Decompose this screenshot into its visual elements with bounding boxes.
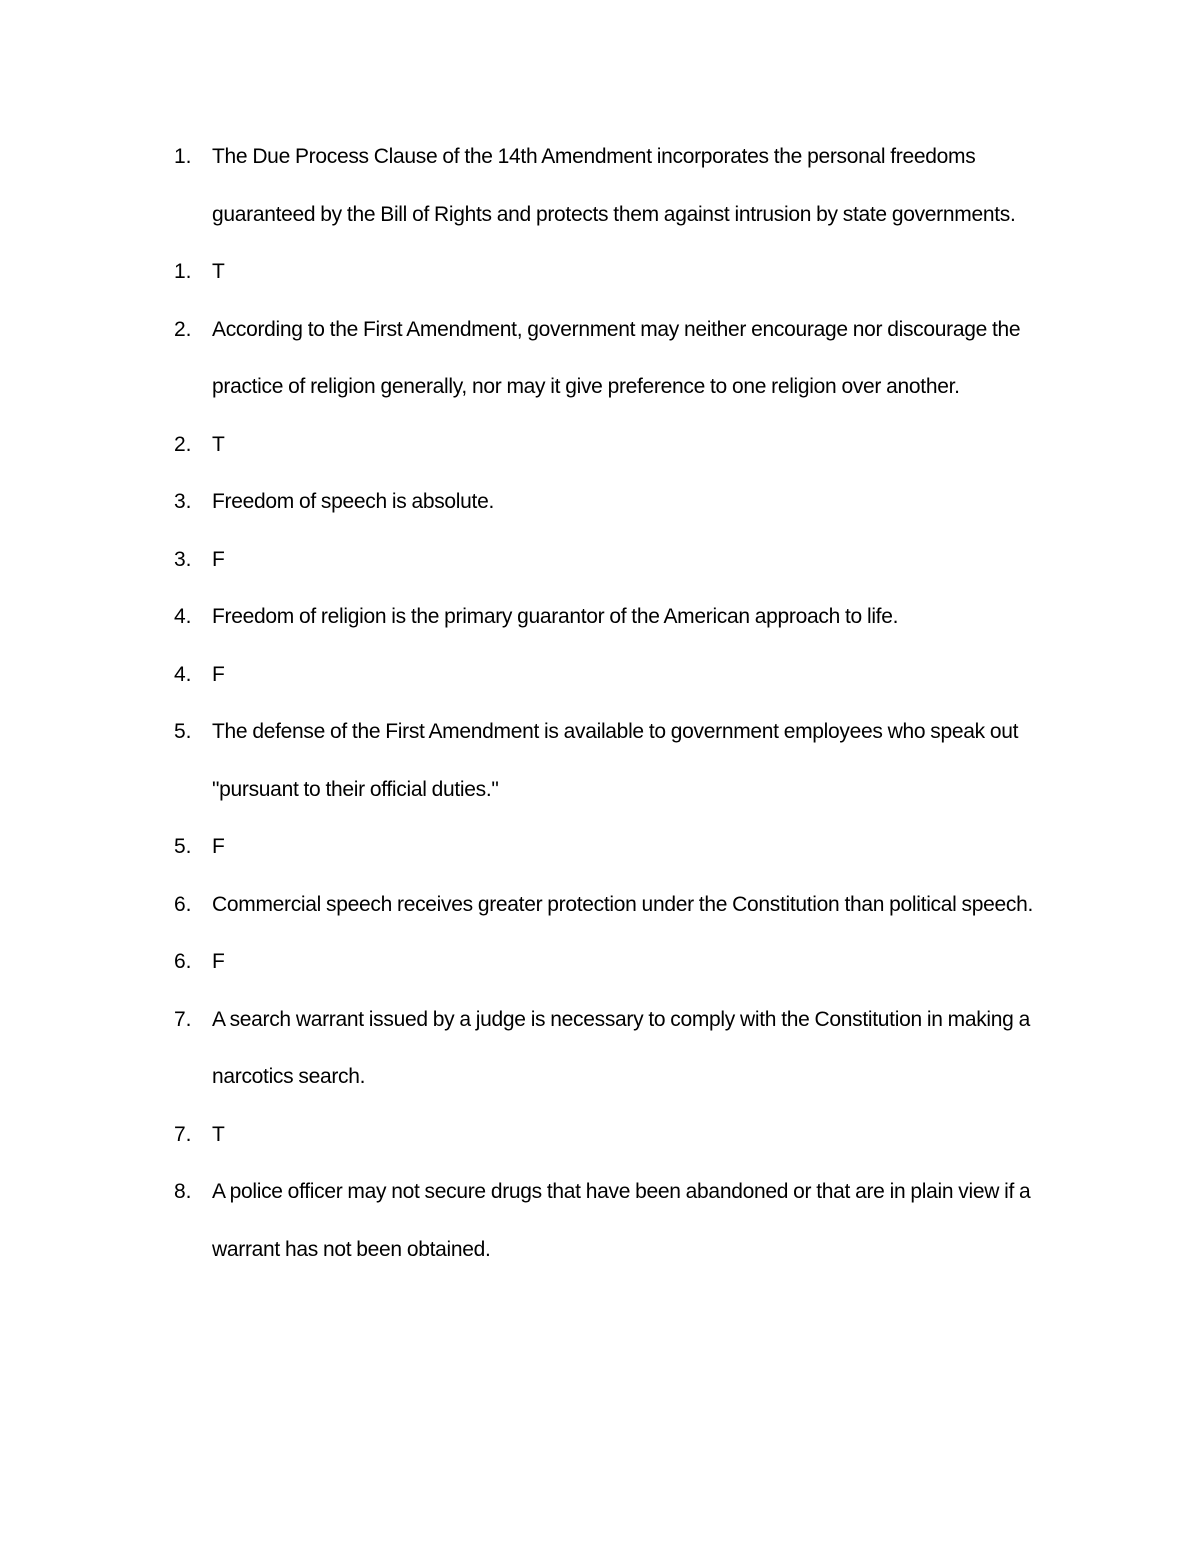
answer-3 xyxy=(0,531,1200,589)
item-number: 5. xyxy=(174,835,192,858)
answer-6 xyxy=(0,933,1200,991)
question-text: According to the First Amendment, government may neither encourage nor discourage the practice of religion generally, nor may it give preference to one religion over another. xyxy=(212,317,1021,398)
answer-7 xyxy=(0,1106,1200,1164)
question-8 xyxy=(0,1163,1200,1278)
answer-4 xyxy=(0,646,1200,704)
question-3 xyxy=(0,473,1200,531)
item-number: 8. xyxy=(174,1180,192,1203)
answer-2 xyxy=(0,416,1200,474)
answer-1 xyxy=(0,243,1200,301)
item-number: 3. xyxy=(174,547,192,571)
question-5 xyxy=(0,703,1200,818)
question-2 xyxy=(0,301,1200,416)
answer-text: F xyxy=(212,547,225,571)
answer-text: F xyxy=(212,662,225,686)
answer-5 xyxy=(0,818,1200,876)
item-number: 7. xyxy=(174,1007,192,1031)
question-6 xyxy=(0,876,1200,934)
item-number: 2. xyxy=(174,432,192,456)
question-answer-list xyxy=(0,128,1200,1278)
item-number: 4. xyxy=(174,662,192,686)
item-number: 6. xyxy=(174,950,192,973)
question-text: Freedom of religion is the primary guarantor of the American approach to life. xyxy=(212,605,899,628)
question-1 xyxy=(0,128,1200,243)
question-text: The Due Process Clause of the 14th Amendment incorporates the personal freedoms guaranteed by the Bill of Rights and protects them against intrusion by state governments. xyxy=(212,145,1016,226)
question-4 xyxy=(0,588,1200,646)
item-number: 1. xyxy=(174,260,192,283)
question-text: Commercial speech receives greater protection under the Constitution than political speech. xyxy=(212,892,1033,916)
answer-text: T xyxy=(212,1122,225,1146)
item-number: 2. xyxy=(174,317,192,341)
question-text: A search warrant issued by a judge is necessary to comply with the Constitution in making a narcotics search. xyxy=(212,1007,1030,1088)
item-number: 5. xyxy=(174,720,192,743)
question-7 xyxy=(0,991,1200,1106)
item-number: 1. xyxy=(174,145,192,168)
question-text: The defense of the First Amendment is available to government employees who speak out "pursuant to their official duties." xyxy=(212,720,1019,801)
item-number: 6. xyxy=(174,892,192,916)
item-number: 4. xyxy=(174,605,192,628)
item-number: 7. xyxy=(174,1122,192,1146)
question-text: A police officer may not secure drugs that have been abandoned or that are in plain view if a warrant has not been obtained. xyxy=(212,1180,1031,1261)
item-number: 3. xyxy=(174,490,192,513)
question-text: Freedom of speech is absolute. xyxy=(212,490,494,513)
answer-text: F xyxy=(212,835,225,858)
answer-text: T xyxy=(212,260,225,283)
answer-text: T xyxy=(212,432,225,456)
answer-text: F xyxy=(212,950,225,973)
